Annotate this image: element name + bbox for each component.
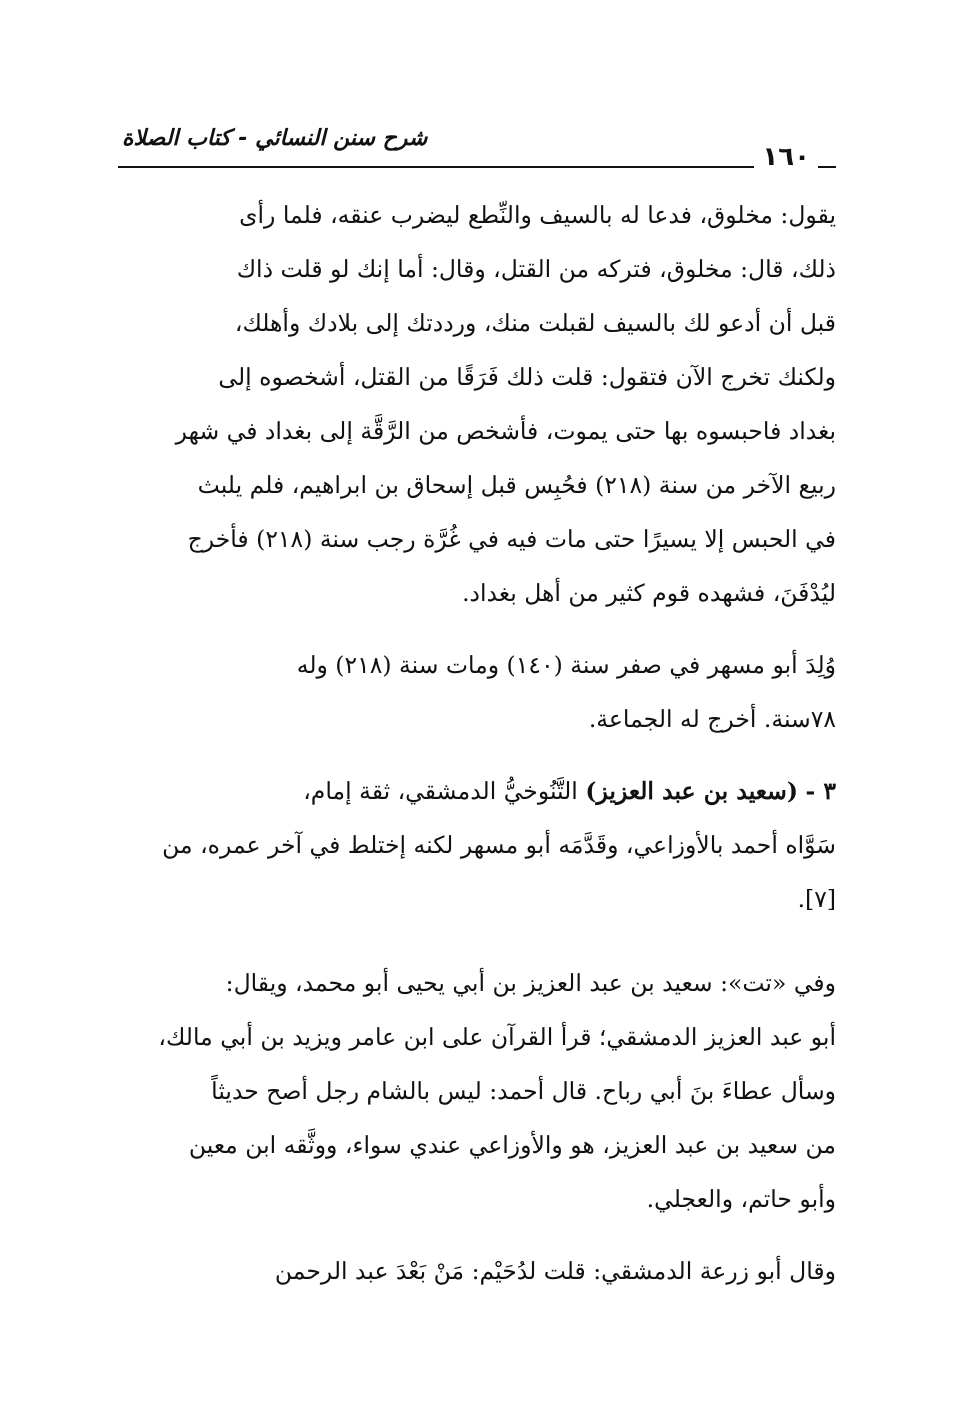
text-line: في الحبس إلا يسيرًا حتى مات فيه في غُرَّة رجب سنة (٢١٨) فأخرج (187, 525, 836, 553)
text-line: وقال أبو زرعة الدمشقي: قلت لدُحَيْم: مَنْ بَعْدَ عبد الرحمن (274, 1257, 836, 1285)
text-line: وفي «تت»: سعيد بن عبد العزيز بن أبي يحيى أبو محمد، ويقال: (225, 969, 836, 997)
text-line: ربيع الآخر من سنة (٢١٨) فحُبِس قبل إسحاق بن ابراهيم، فلم يلبث (197, 471, 836, 499)
text-line: وُلِدَ أبو مسهر في صفر سنة (١٤٠) ومات سنة (٢١٨) وله (296, 651, 836, 679)
text-line: [٧]. (797, 885, 836, 913)
paragraph-5 (118, 1244, 836, 1298)
entry-number: ٣ - (805, 777, 836, 805)
narrator-entry (118, 764, 836, 926)
text-line: وأبو حاتم، والعجلي. (646, 1185, 836, 1213)
text-line: قبل أن أدعو لك بالسيف لقبلت منك، ورددتك إلى بلادك وأهلك، (234, 309, 836, 337)
text-line: من سعيد بن عبد العزيز، هو والأوزاعي عندي سواء، ووثَّقه ابن معين (188, 1131, 836, 1159)
header-title: شرح سنن النسائي - كتاب الصلاة (122, 126, 428, 151)
text-line: ذلك، قال: مخلوق، فتركه من القتل، وقال: أما إنك لو قلت ذاك (236, 255, 836, 283)
text-line: ولكنك تخرج الآن فتقول: قلت ذلك فَرَقًا من القتل، أشخصوه إلى (218, 363, 836, 391)
text-line: وسأل عطاءَ بنَ أبي رباح. قال أحمد: ليس بالشام رجل أصح حديثاً (211, 1077, 836, 1105)
body-text (118, 188, 836, 1298)
text-line: أبو عبد العزيز الدمشقي؛ قرأ القرآن على ابن عامر ويزيد بن أبي مالك، (158, 1023, 836, 1051)
text-line: ٧٨سنة. أخرج له الجماعة. (588, 705, 836, 733)
page-number: ١٦٠ (754, 142, 818, 172)
paragraph-4 (118, 956, 836, 1226)
paragraph-2 (118, 638, 836, 746)
text-line: بغداد فاحبسوه بها حتى يموت، فأشخص من الرَّقَّة إلى بغداد في شهر (175, 417, 836, 445)
narrator-name: (سعيد بن عبد العزيز) (585, 777, 798, 805)
narrator-heading-line (118, 764, 836, 818)
text-line: ليُدْفَنَ، فشهده قوم كثير من أهل بغداد. (462, 579, 836, 607)
running-header (118, 120, 836, 172)
paragraph-1 (118, 188, 836, 620)
text-line: يقول: مخلوق، فدعا له بالسيف والنِّطع ليضرب عنقه، فلما رأى (239, 201, 836, 229)
text-line: سَوَّاه أحمد بالأوزاعي، وقَدَّمَه أبو مسهر لكنه إختلط في آخر عمره، من (162, 831, 836, 859)
narrator-description: التَّنُوخيُّ الدمشقي، ثقة إمام، (303, 777, 578, 805)
